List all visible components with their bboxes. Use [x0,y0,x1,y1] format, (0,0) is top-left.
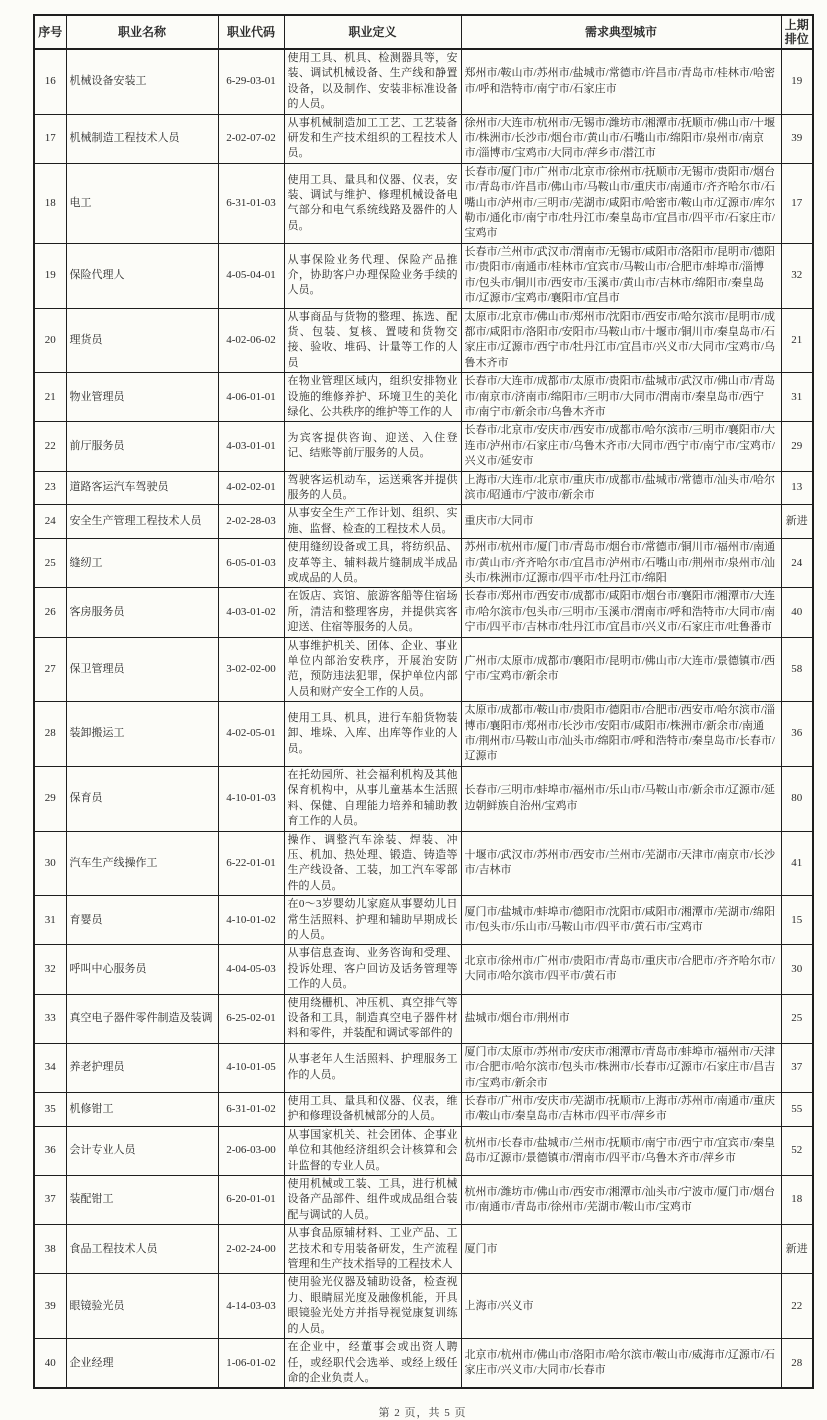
cell-occupation-code: 4-02-05-01 [218,702,284,767]
cell-occupation-definition: 从事食品原辅材料、工业产品、工艺技术和专用装备研发，生产流程管理和生产技术指导的工程技术人 [284,1225,461,1274]
cell-occupation-code: 6-25-02-01 [218,994,284,1043]
cell-occupation-code: 4-05-04-01 [218,243,284,308]
cell-previous-rank: 24 [781,539,813,588]
cell-occupation-name: 机械设备安装工 [66,49,218,114]
cell-occupation-name: 装配钳工 [66,1176,218,1225]
cell-occupation-code: 6-22-01-01 [218,831,284,896]
cell-occupation-name: 装卸搬运工 [66,702,218,767]
table-row [34,896,813,945]
cell-demand-cities: 厦门市/盐城市/蚌埠市/德阳市/沈阳市/咸阳市/湘潭市/芜湖市/绵阳市/包头市/乐山市/马鞍山市/四平市/黄石市/宝鸡市 [461,896,781,945]
cell-demand-cities: 郑州市/鞍山市/苏州市/盐城市/常德市/许昌市/青岛市/桂林市/哈密市/呼和浩特市/南宁市/石家庄市 [461,49,781,114]
cell-occupation-code: 4-04-05-03 [218,945,284,994]
table-row [34,49,813,114]
header-occupation-definition: 职业定义 [284,15,461,49]
cell-occupation-name: 物业管理员 [66,373,218,422]
cell-occupation-code: 3-02-02-00 [218,637,284,702]
cell-occupation-name: 保卫管理员 [66,637,218,702]
cell-demand-cities: 盐城市/烟台市/荆州市 [461,994,781,1043]
cell-occupation-code: 4-14-03-03 [218,1274,284,1339]
cell-occupation-name: 养老护理员 [66,1043,218,1092]
cell-occupation-definition: 从事信息查询、业务咨询和受理、投诉处理、客户回访及话务管理等工作的人员。 [284,945,461,994]
header-demand-cities: 需求典型城市 [461,15,781,49]
header-occupation-name: 职业名称 [66,15,218,49]
cell-demand-cities: 长春市/三明市/蚌埠市/福州市/乐山市/马鞍山市/新余市/辽源市/延边朝鲜族自治州/宝鸡市 [461,766,781,831]
cell-serial-number: 30 [34,831,66,896]
cell-serial-number: 36 [34,1126,66,1175]
cell-serial-number: 40 [34,1339,66,1389]
cell-previous-rank: 40 [781,588,813,637]
cell-demand-cities: 厦门市/太原市/苏州市/安庆市/湘潭市/青岛市/蚌埠市/福州市/天津市/合肥市/哈尔滨市/包头市/株洲市/长春市/辽源市/石家庄市/昌吉市/宝鸡市/新余市 [461,1043,781,1092]
table-row [34,1339,813,1389]
table-row [34,702,813,767]
cell-demand-cities: 上海市/兴义市 [461,1274,781,1339]
cell-demand-cities: 北京市/杭州市/佛山市/洛阳市/哈尔滨市/鞍山市/威海市/辽源市/石家庄市/兴义市/大同市/长春市 [461,1339,781,1389]
header-occupation-code: 职业代码 [218,15,284,49]
table-row [34,831,813,896]
cell-occupation-definition: 从事安全生产工作计划、组织、实施、监督、检查的工程技术人员。 [284,505,461,539]
cell-demand-cities: 长春市/大连市/成都市/太原市/贵阳市/盐城市/武汉市/佛山市/青岛市/南京市/济南市/绵阳市/三明市/大同市/渭南市/秦皇岛市/西宁市/南宁市/新余市/乌鲁木齐市 [461,373,781,422]
cell-previous-rank: 新进 [781,1225,813,1274]
cell-serial-number: 16 [34,49,66,114]
cell-occupation-name: 育婴员 [66,896,218,945]
cell-demand-cities: 太原市/成都市/鞍山市/贵阳市/德阳市/合肥市/西安市/哈尔滨市/淄博市/襄阳市/郑州市/长沙市/安阳市/咸阳市/株洲市/新余市/南通市/荆州市/马鞍山市/汕头市/绵阳市/呼和浩特市/秦皇岛市/长春市/辽源市 [461,702,781,767]
cell-previous-rank: 39 [781,114,813,163]
cell-serial-number: 38 [34,1225,66,1274]
table-row [34,994,813,1043]
cell-occupation-definition: 驾驶客运机动车，运送乘客并提供服务的人员。 [284,471,461,505]
cell-serial-number: 22 [34,422,66,471]
cell-occupation-name: 食品工程技术人员 [66,1225,218,1274]
cell-serial-number: 19 [34,243,66,308]
cell-demand-cities: 北京市/徐州市/广州市/贵阳市/青岛市/重庆市/合肥市/齐齐哈尔市/大同市/哈尔滨市/四平市/黄石市 [461,945,781,994]
cell-previous-rank: 22 [781,1274,813,1339]
cell-serial-number: 37 [34,1176,66,1225]
cell-previous-rank: 32 [781,243,813,308]
cell-previous-rank: 55 [781,1093,813,1127]
cell-occupation-code: 4-02-06-02 [218,308,284,373]
cell-serial-number: 31 [34,896,66,945]
cell-previous-rank: 30 [781,945,813,994]
cell-previous-rank: 41 [781,831,813,896]
table-row [34,1043,813,1092]
table-row [34,422,813,471]
cell-serial-number: 21 [34,373,66,422]
cell-previous-rank: 13 [781,471,813,505]
cell-previous-rank: 17 [781,163,813,243]
cell-occupation-name: 汽车生产线操作工 [66,831,218,896]
cell-occupation-code: 1-06-01-02 [218,1339,284,1389]
cell-demand-cities: 杭州市/潍坊市/佛山市/西安市/湘潭市/汕头市/宁波市/厦门市/烟台市/南通市/青岛市/徐州市/芜湖市/鞍山市/宝鸡市 [461,1176,781,1225]
cell-occupation-definition: 在物业管理区域内，组织安排物业设施的维修养护、环境卫生的美化绿化、公共秩序的维护等工作的人 [284,373,461,422]
cell-serial-number: 33 [34,994,66,1043]
cell-occupation-name: 真空电子器件零件制造及装调 [66,994,218,1043]
cell-serial-number: 18 [34,163,66,243]
cell-occupation-name: 保险代理人 [66,243,218,308]
cell-serial-number: 29 [34,766,66,831]
cell-previous-rank: 29 [781,422,813,471]
cell-serial-number: 27 [34,637,66,702]
cell-occupation-definition: 在企业中，经董事会或出资人聘任，或经职代会选举、或经上级任命的企业负责人。 [284,1339,461,1389]
table-row [34,114,813,163]
table-row [34,637,813,702]
occupations-table [33,14,814,1389]
cell-occupation-code: 6-05-01-03 [218,539,284,588]
cell-demand-cities: 长春市/兰州市/武汉市/渭南市/无锡市/咸阳市/洛阳市/昆明市/德阳市/贵阳市/南通市/桂林市/宜宾市/马鞍山市/合肥市/蚌埠市/淄博市/包头市/铜川市/西安市/玉溪市/黄山市/吉林市/绵阳市/秦皇岛市/辽源市/宝鸡市/襄阳市/宜昌市 [461,243,781,308]
table-row [34,505,813,539]
cell-occupation-name: 道路客运汽车驾驶员 [66,471,218,505]
cell-previous-rank: 15 [781,896,813,945]
cell-previous-rank: 37 [781,1043,813,1092]
cell-occupation-code: 2-02-24-00 [218,1225,284,1274]
table-row [34,1274,813,1339]
cell-demand-cities: 十堰市/武汉市/苏州市/西安市/兰州市/芜湖市/天津市/南京市/长沙市/吉林市 [461,831,781,896]
cell-previous-rank: 36 [781,702,813,767]
cell-previous-rank: 25 [781,994,813,1043]
cell-demand-cities: 徐州市/大连市/杭州市/无锡市/潍坊市/湘潭市/抚顺市/佛山市/十堰市/株洲市/长沙市/烟台市/黄山市/石嘴山市/绵阳市/泉州市/南京市/淄博市/宝鸡市/大同市/萍乡市/潜江市 [461,114,781,163]
cell-demand-cities: 上海市/大连市/北京市/重庆市/成都市/盐城市/常德市/汕头市/哈尔滨市/昭通市/宁波市/新余市 [461,471,781,505]
cell-occupation-code: 6-31-01-03 [218,163,284,243]
table-row [34,539,813,588]
cell-occupation-definition: 为宾客提供咨询、迎送、入住登记、结账等前厅服务的人员。 [284,422,461,471]
cell-serial-number: 23 [34,471,66,505]
cell-occupation-definition: 在托幼园所、社会福利机构及其他保育机构中，从事儿童基本生活照料、保健、自理能力培养和辅助教育工作的人员。 [284,766,461,831]
cell-occupation-code: 2-02-07-02 [218,114,284,163]
cell-occupation-name: 机械制造工程技术人员 [66,114,218,163]
cell-serial-number: 25 [34,539,66,588]
table-row [34,945,813,994]
table-header-row [34,15,813,49]
cell-occupation-definition: 使用缝纫设备或工具，将纺织品、皮革等主、辅料裁片缝制成半成品或成品的人员。 [284,539,461,588]
cell-occupation-name: 保育员 [66,766,218,831]
cell-occupation-name: 理货员 [66,308,218,373]
cell-occupation-name: 机修钳工 [66,1093,218,1127]
cell-occupation-definition: 使用工具、机具、检测器具等，安装、调试机械设备、生产线和静置设备，以及制作、安装非标准设备的人员。 [284,49,461,114]
cell-occupation-code: 2-02-28-03 [218,505,284,539]
cell-demand-cities: 杭州市/长春市/盐城市/兰州市/抚顺市/南宁市/西宁市/宜宾市/秦皇岛市/辽源市/景德镇市/渭南市/四平市/乌鲁木齐市/萍乡市 [461,1126,781,1175]
cell-serial-number: 28 [34,702,66,767]
cell-occupation-name: 电工 [66,163,218,243]
cell-occupation-definition: 在饭店、宾馆、旅游客船等住宿场所，清洁和整理客房，并提供宾客迎送、住宿等服务的人员。 [284,588,461,637]
cell-serial-number: 39 [34,1274,66,1339]
cell-demand-cities: 太原市/北京市/佛山市/郑州市/沈阳市/西安市/哈尔滨市/昆明市/成都市/咸阳市/洛阳市/安阳市/马鞍山市/十堰市/铜川市/秦皇岛市/石家庄市/辽源市/西宁市/牡丹江市/宜昌市/兴义市/大同市/宝鸡市/乌鲁木齐市 [461,308,781,373]
cell-occupation-code: 4-06-01-01 [218,373,284,422]
cell-occupation-definition: 从事国家机关、社会团体、企事业单位和其他经济组织会计核算和会计监督的专业人员。 [284,1126,461,1175]
table-row [34,163,813,243]
cell-demand-cities: 重庆市/大同市 [461,505,781,539]
cell-occupation-code: 4-10-01-02 [218,896,284,945]
cell-occupation-code: 4-10-01-05 [218,1043,284,1092]
cell-occupation-definition: 在0～3岁婴幼儿家庭从事婴幼儿日常生活照料、护理和辅助早期成长的人员。 [284,896,461,945]
cell-occupation-definition: 从事保险业务代理、保险产品推介，协助客户办理保险业务手续的人员。 [284,243,461,308]
cell-demand-cities: 厦门市 [461,1225,781,1274]
cell-occupation-definition: 使用工具、量具和仪器、仪表，安装、调试与维护、修理机械设备电气部分和电气系统线路及器件的人员。 [284,163,461,243]
cell-occupation-name: 会计专业人员 [66,1126,218,1175]
cell-serial-number: 35 [34,1093,66,1127]
table-row [34,588,813,637]
cell-previous-rank: 19 [781,49,813,114]
table-row [34,1176,813,1225]
header-serial-number: 序号 [34,15,66,49]
cell-occupation-name: 眼镜验光员 [66,1274,218,1339]
table-row [34,471,813,505]
cell-occupation-name: 企业经理 [66,1339,218,1389]
table-row [34,308,813,373]
cell-serial-number: 26 [34,588,66,637]
cell-occupation-code: 6-31-01-02 [218,1093,284,1127]
cell-serial-number: 20 [34,308,66,373]
cell-occupation-definition: 从事维护机关、团体、企业、事业单位内部治安秩序，开展治安防范，预防违法犯罪，保护单位内部人员和财产安全工作的人员。 [284,637,461,702]
cell-previous-rank: 21 [781,308,813,373]
cell-demand-cities: 长春市/北京市/安庆市/西安市/成都市/哈尔滨市/三明市/襄阳市/大连市/泸州市/石家庄市/乌鲁木齐市/大同市/西宁市/南宁市/宝鸡市/兴义市/延安市 [461,422,781,471]
cell-occupation-code: 4-03-01-02 [218,588,284,637]
cell-occupation-definition: 从事机械制造加工工艺、工艺装备研发和生产技术组织的工程技术人员。 [284,114,461,163]
cell-serial-number: 32 [34,945,66,994]
cell-occupation-name: 安全生产管理工程技术人员 [66,505,218,539]
cell-occupation-definition: 使用工具、量具和仪器、仪表，维护和修理设备机械部分的人员。 [284,1093,461,1127]
table-row [34,1225,813,1274]
cell-occupation-name: 客房服务员 [66,588,218,637]
cell-serial-number: 17 [34,114,66,163]
cell-previous-rank: 新进 [781,505,813,539]
cell-occupation-definition: 使用验光仪器及辅助设备，检查视力、眼睛屈光度及融像机能，开具眼镜验光处方并指导视觉康复训练的人员。 [284,1274,461,1339]
cell-previous-rank: 31 [781,373,813,422]
cell-occupation-definition: 使用绕栅机、冲压机、真空排气等设备和工具，制造真空电子器件材料和零件，并装配和调试零部件的 [284,994,461,1043]
cell-occupation-code: 4-02-02-01 [218,471,284,505]
table-row [34,373,813,422]
cell-serial-number: 24 [34,505,66,539]
cell-occupation-definition: 操作、调整汽车涂装、焊装、冲压、机加、热处理、锻造、铸造等生产线设备、工装，加工汽车零部件的人员。 [284,831,461,896]
cell-demand-cities: 长春市/广州市/安庆市/芜湖市/抚顺市/上海市/苏州市/南通市/重庆市/鞍山市/秦皇岛市/吉林市/四平市/萍乡市 [461,1093,781,1127]
table-row [34,243,813,308]
cell-occupation-name: 前厅服务员 [66,422,218,471]
cell-occupation-code: 6-20-01-01 [218,1176,284,1225]
page-indicator: 第 2 页，共 5 页 [378,1407,467,1420]
cell-occupation-code: 2-06-03-00 [218,1126,284,1175]
cell-occupation-name: 缝纫工 [66,539,218,588]
cell-previous-rank: 28 [781,1339,813,1389]
cell-occupation-definition: 使用机械或工装、工具，进行机械设备产品部件、组件或成品组合装配与调试的人员。 [284,1176,461,1225]
table-row [34,766,813,831]
cell-occupation-code: 4-03-01-01 [218,422,284,471]
cell-occupation-code: 4-10-01-03 [218,766,284,831]
cell-previous-rank: 52 [781,1126,813,1175]
header-previous-rank: 上期排位 [781,15,813,49]
cell-demand-cities: 长春市/厦门市/广州市/北京市/徐州市/抚顺市/无锡市/贵阳市/烟台市/青岛市/许昌市/佛山市/马鞍山市/重庆市/南通市/齐齐哈尔市/石嘴山市/泸州市/三明市/芜湖市/咸阳市/哈密市/鞍山市/辽源市/库尔勒市/通化市/南宁市/牡丹江市/秦皇岛市/宜昌市/四平市/石家庄市/宝鸡市 [461,163,781,243]
cell-serial-number: 34 [34,1043,66,1092]
cell-demand-cities: 长春市/郑州市/西安市/成都市/咸阳市/烟台市/襄阳市/湘潭市/大连市/哈尔滨市/包头市/三明市/玉溪市/渭南市/呼和浩特市/大同市/南宁市/四平市/吉林市/牡丹江市/宜昌市/兴义市/石家庄市/吐鲁番市 [461,588,781,637]
cell-occupation-code: 6-29-03-01 [218,49,284,114]
cell-previous-rank: 18 [781,1176,813,1225]
table-row [34,1126,813,1175]
cell-demand-cities: 苏州市/杭州市/厦门市/青岛市/烟台市/常德市/铜川市/福州市/南通市/黄山市/齐齐哈尔市/宜昌市/泸州市/石嘴山市/荆州市/泉州市/汕头市/株洲市/辽源市/四平市/牡丹江市/绵阳 [461,539,781,588]
cell-occupation-definition: 使用工具、机具，进行车船货物装卸、堆垛、入库、出库等作业的人员。 [284,702,461,767]
cell-occupation-definition: 从事老年人生活照料、护理服务工作的人员。 [284,1043,461,1092]
cell-occupation-name: 呼叫中心服务员 [66,945,218,994]
cell-demand-cities: 广州市/太原市/成都市/襄阳市/昆明市/佛山市/大连市/景德镇市/西宁市/宝鸡市/新余市 [461,637,781,702]
cell-previous-rank: 80 [781,766,813,831]
cell-previous-rank: 58 [781,637,813,702]
table-row [34,1093,813,1127]
cell-occupation-definition: 从事商品与货物的整理、拣选、配货、包装、复核、置唛和货物交接、验收、堆码、计量等工作的人员 [284,308,461,373]
